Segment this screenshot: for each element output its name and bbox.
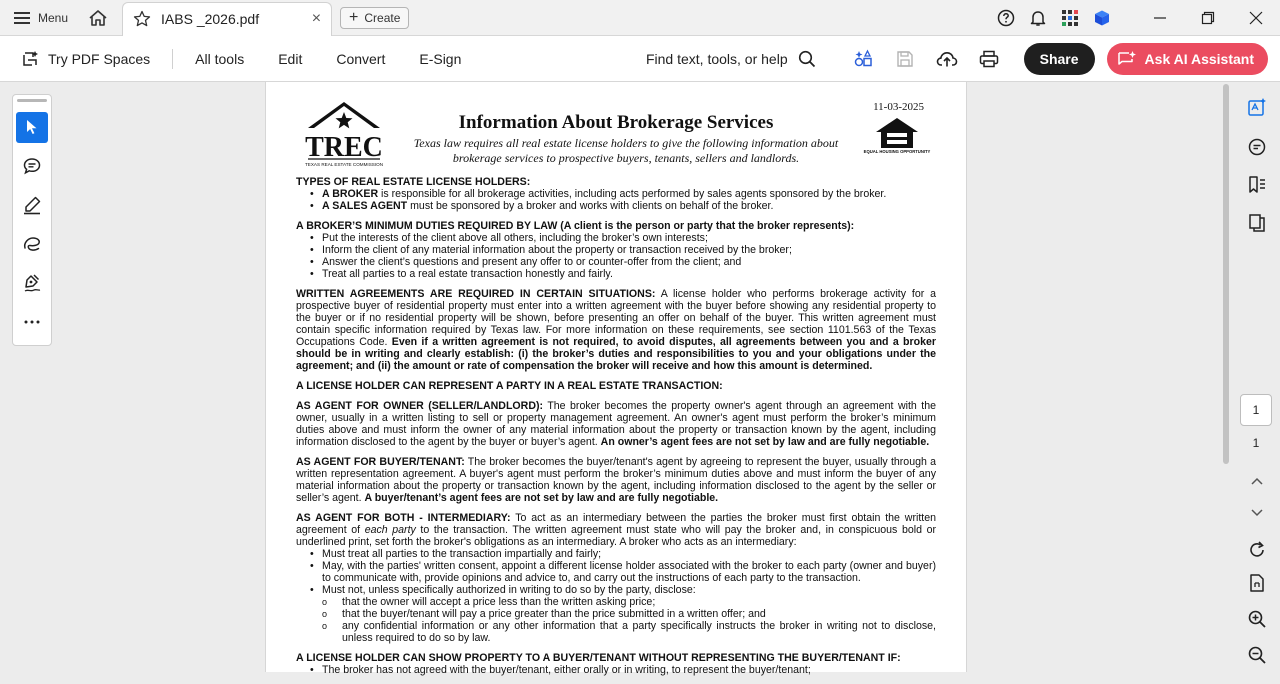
document-header [296,94,936,176]
list-item: • Put the interests of the client above all others, including the broker’s own interests; [296,232,936,244]
menu-e-sign[interactable]: E-Sign [419,50,462,67]
document-date: 11-03-2025 [873,101,924,113]
refresh-icon[interactable] [1242,535,1272,565]
menu-convert[interactable]: Convert [336,50,386,67]
minimum-duties-section [296,220,936,280]
agent-for-buyer-heading: AS AGENT FOR BUYER/TENANT: [296,456,465,468]
star-icon[interactable] [133,10,151,28]
list-item: • Inform the client of any material information about the property or transaction received by the broker; [296,244,936,256]
document-subtitle: Texas law requires all real estate license holders to give the following information about brokerage services to prospective buyers, tenants, sellers and landlords. [413,136,839,165]
restore-icon[interactable] [1184,0,1232,36]
main-toolbar [0,36,1280,82]
agent-for-buyer-section: AS AGENT FOR BUYER/TENANT: The broker becomes the buyer/tenant's agent by agreeing to represent the buyer, usually through a written representation agreement. A buyer's agent must perform the broker’s minimum duties above and must inform the buyer of any material information about the property or transaction known by the agent, including information disclosed to the agent by the seller or seller’s agent. A buyer/tenant’s agent fees are not set by law and are fully negotiable. [296,456,936,504]
agent-for-owner-section: AS AGENT FOR OWNER (SELLER/LANDLORD): The broker becomes the property owner's agent through an agreement with the owner, usually in a written listing to sell or property management agreement. An owner's agent must perform the broker’s minimum duties above and must inform the owner of any material information about the property or transaction known by the agent, including information disclosed to the agent by the buyer or buyer’s agent. An owner’s agent fees are not set by law and are fully negotiable. [296,400,936,448]
equal-housing-logo [863,116,931,160]
trec-logo [304,100,384,168]
find-search[interactable] [646,50,816,68]
sub-list-item: o that the buyer/tenant will pay a price greater than the price submitted in a written offer; and [296,608,936,620]
zoom-out-icon[interactable] [1242,640,1272,670]
document-viewport[interactable] [265,82,967,676]
right-rail [1236,82,1280,672]
comment-icon [22,156,42,176]
written-agreements-heading: WRITTEN AGREEMENTS ARE REQUIRED IN CERTAIN SITUATIONS: [296,288,656,300]
sub-list-item: o any confidential information or any other information that a party specifically instructs the broker in writing not to disclose, unless required to do so by law. [296,620,936,644]
title-bar [0,0,1280,36]
menu-all-tools[interactable]: All tools [195,50,245,67]
home-icon [88,9,108,27]
fit-page-icon[interactable] [1242,568,1272,598]
show-property-heading: A LICENSE HOLDER CAN SHOW PROPERTY TO A BUYER/TENANT WITHOUT REPRESENTING THE BUYER/TENANT IF: [296,652,901,664]
equal-housing-text: EQUAL HOUSING OPPORTUNITY [863,149,931,154]
panel-grip[interactable] [17,99,47,102]
comment-tool[interactable] [16,151,48,182]
ask-ai-assistant-button[interactable] [1107,43,1268,75]
minimum-duties-heading: A BROKER’S MINIMUM DUTIES REQUIRED BY LAW (A client is the person or party that the broker represents): [296,220,855,232]
pen-icon [22,195,42,215]
intermediary-section: AS AGENT FOR BOTH - INTERMEDIARY: To act as an intermediary between the parties the broker must first obtain the written agreement of each party to the transaction. The written agreement must state who will pay the broker and, in conspicuous bold or underlined print, set forth the broker's obligations as an intermediary. A broker who acts as an intermediary: • Must treat all parties to the transaction impartially and fairly; • May, with the parties' written consent, appoint a different license holder associated with the broker to each party (owner and buyer) to communicate with, provide opinions and advice to, and carry out the instructions of each party to the transaction. • Must not, unless specifically authorized in writing to do so by the party, disclose: o that the owner will accept a price less than the written asking price; o that the buyer/tenant will pay a price greater than the price submitted in a written offer; and o any confidential information or any other information that a party specifically instructs the broker in writing not to disclose, unless required to do so by law. [296,512,936,644]
close-window-icon[interactable] [1232,0,1280,36]
scrollbar-thumb[interactable] [1223,84,1229,464]
document-title: Information About Brokerage Services [458,112,774,133]
menu-label: Menu [38,10,69,25]
list-item: • The broker has not agreed with the buyer/tenant, either orally or in writing, to represent the buyer/tenant; [296,664,936,676]
pdf-page [296,94,936,684]
tab-title: IABS _2026.pdf [161,11,260,27]
bookmarks-icon[interactable] [1242,170,1272,200]
cursor-arrow-icon [24,118,40,136]
print-icon[interactable] [968,36,1010,82]
learning-cube-icon[interactable] [1086,0,1118,36]
current-page-input[interactable]: 1 [1240,394,1272,426]
toolbar-divider [172,49,173,69]
apps-grid-icon[interactable] [1054,0,1086,36]
sign-tool[interactable] [16,267,48,298]
sub-list-item: o that the owner will accept a price less than the written asking price; [296,596,936,608]
hamburger-icon [14,12,30,24]
vertical-scrollbar[interactable] [1222,82,1232,672]
minimize-icon[interactable] [1136,0,1184,36]
page-thumbnails-icon[interactable] [1242,208,1272,238]
more-dots-icon [23,319,41,325]
more-tools[interactable] [16,306,48,337]
menu-button[interactable] [0,0,80,36]
list-item: • A BROKER is responsible for all brokerage activities, including acts performed by sales agents sponsored by the broker. [296,188,936,200]
search-icon [798,50,816,68]
list-item: • Answer the client’s questions and present any offer to or counter-offer from the client; and [296,256,936,268]
total-pages: 1 [1252,436,1260,450]
try-pdf-spaces-button[interactable] [0,49,150,69]
agent-for-owner-heading: AS AGENT FOR OWNER (SELLER/LANDLORD): [296,400,544,412]
list-item: • Treat all parties to a real estate transaction honestly and fairly. [296,268,936,280]
trec-logo-text: TREC [305,132,383,163]
comments-panel-icon[interactable] [1242,132,1272,162]
trec-logo-subtext: TEXAS REAL ESTATE COMMISSION [304,162,384,167]
spaces-icon [20,49,40,69]
ai-assistant-icon [1117,50,1137,68]
represent-party-heading: A LICENSE HOLDER CAN REPRESENT A PARTY IN A REAL ESTATE TRANSACTION: [296,380,723,392]
written-agreements-section: WRITTEN AGREEMENTS ARE REQUIRED IN CERTAIN SITUATIONS: A license holder who performs brokerage activity for a prospective buyer of residential property must enter into a written agreement with the buyer before showing any residential property to the buyer or if no residential property will be shown, before presenting an offer on behalf of the buyer. This written agreement must contain specific information required by Texas law. For more information on these requirements, see section 1101.563 of the Texas Occupations Code. Even if a written agreement is not required, to avoid disputes, all agreements between you and a broker should be in writing and clearly establish: (i) the broker’s duties and responsibilities to you and your obligations under the agreement; and (ii) the amount or rate of compensation the broker will receive and how this amount is determined. [296,288,936,372]
draw-tool[interactable] [16,228,48,259]
ai-shapes-icon[interactable] [842,36,884,82]
zoom-in-icon[interactable] [1242,604,1272,634]
edit-text-icon[interactable] [1242,92,1272,122]
chevron-down-icon[interactable] [1242,498,1272,528]
license-types-heading: TYPES OF REAL ESTATE LICENSE HOLDERS: [296,176,531,188]
tab-close-icon[interactable]: × [311,10,322,27]
highlight-tool[interactable] [16,190,48,221]
fill-sign-icon [22,273,42,293]
list-item: • May, with the parties' written consent, appoint a different license holder associated with the broker to each party (owner and buyer) to communicate with, provide opinions and advice to, and carry out the instructions of each party to the transaction. [296,560,936,584]
list-item: • Must treat all parties to the transaction impartially and fairly; [296,548,936,560]
menu-edit[interactable]: Edit [278,50,303,67]
quick-tools-panel [12,94,52,346]
license-types-section [296,176,936,212]
try-pdf-spaces-label: Try PDF Spaces [48,50,151,67]
title-bar-right [990,0,1280,36]
find-label: Find text, tools, or help [645,50,788,67]
bell-icon[interactable] [1022,0,1054,36]
show-property-section [296,652,936,676]
upload-cloud-icon[interactable] [926,36,968,82]
help-icon[interactable] [990,0,1022,36]
list-item: • A SALES AGENT must be sponsored by a broker and works with clients on behalf of the broker. [296,200,936,212]
share-button[interactable]: Share [1024,43,1095,75]
toolbar-right [646,36,1280,82]
list-item: • Must not, unless specifically authorized in writing to do so by the party, disclose: [296,584,936,596]
freehand-icon [22,234,42,254]
document-tab[interactable] [122,2,332,36]
home-button[interactable] [80,0,116,36]
create-label: Create [364,10,401,25]
ask-ai-label: Ask AI Assistant [1144,50,1254,67]
select-tool[interactable] [16,112,48,143]
save-icon[interactable] [884,36,926,82]
plus-icon: + [349,8,359,26]
chevron-up-icon[interactable] [1242,466,1272,496]
create-button[interactable] [340,7,409,29]
intermediary-heading: AS AGENT FOR BOTH - INTERMEDIARY: [296,512,511,524]
